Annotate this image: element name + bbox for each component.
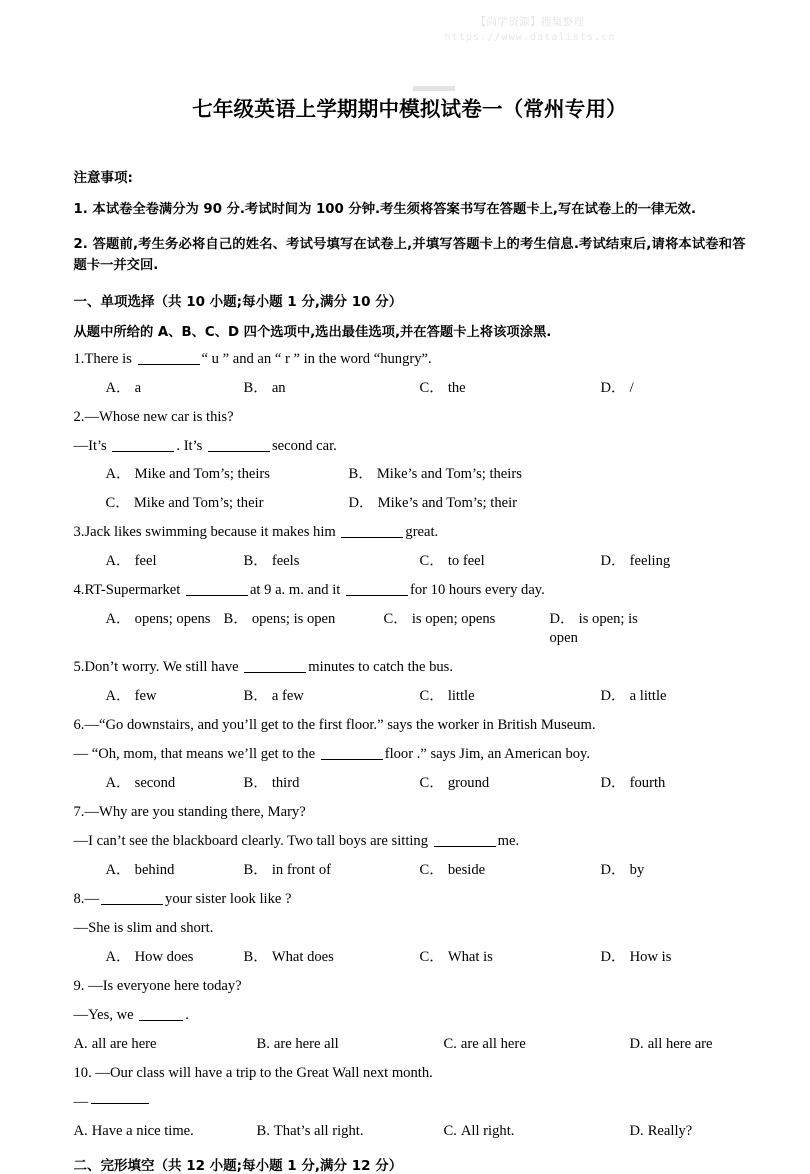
option-row (74, 465, 746, 484)
option-d[interactable]: D． How is (601, 948, 739, 967)
option-b[interactable]: B． an (244, 379, 420, 398)
option-row (74, 774, 746, 793)
option-a[interactable]: A． few (106, 687, 244, 706)
answer-blank[interactable] (346, 595, 408, 596)
question-stem-line-1: 8.— your sister look like ? (74, 890, 746, 909)
option-row (74, 687, 746, 706)
option-a[interactable]: A． opens; opens (106, 610, 224, 648)
option-b[interactable]: B． third (244, 774, 420, 793)
question-stem-line-1: 7.—Why are you standing there, Mary? (74, 803, 746, 822)
question-stem-line-2: —Yes, we . (74, 1006, 746, 1025)
option-d[interactable]: D. all here are (630, 1035, 810, 1054)
answer-blank[interactable] (112, 451, 174, 452)
option-a[interactable]: A． Mike and Tom’s; theirs (106, 465, 349, 484)
option-d[interactable]: D． is open; is open (550, 610, 668, 648)
option-b[interactable]: B． What does (244, 948, 420, 967)
answer-blank[interactable] (341, 537, 403, 538)
option-row (74, 379, 746, 398)
option-c[interactable]: C． ground (420, 774, 601, 793)
answer-blank[interactable] (434, 846, 496, 847)
stem-text-pre: 1.There is (74, 351, 136, 367)
watermark-source-label: 【尚学资源】搜集整理 (259, 14, 802, 30)
notice-heading: 注意事项: (74, 166, 746, 186)
option-a[interactable]: A． second (106, 774, 244, 793)
question-stem-line-2: —It’s . It’s second car. (74, 437, 746, 456)
question-stem-line-2: — “Oh, mom, that means we’ll get to the floor .” says Jim, an American boy. (74, 745, 746, 764)
question-6 (74, 716, 746, 793)
question-3 (74, 523, 746, 571)
option-c[interactable]: C． is open; opens (384, 610, 550, 648)
question-stem (74, 350, 746, 369)
answer-blank[interactable] (186, 595, 248, 596)
option-a[interactable]: A． a (106, 379, 244, 398)
page-title: 七年级英语上学期期中模拟试卷一（常州专用） (74, 0, 746, 122)
option-a[interactable]: A． How does (106, 948, 244, 967)
answer-blank[interactable] (138, 364, 200, 365)
question-4 (74, 581, 746, 648)
option-row (74, 861, 746, 880)
option-b[interactable]: B． a few (244, 687, 420, 706)
option-b[interactable]: B． feels (244, 552, 420, 571)
option-b[interactable]: B． in front of (244, 861, 420, 880)
option-c[interactable]: C． beside (420, 861, 601, 880)
notice-item-2: 2. 答题前,考生务必将自己的姓名、考试号填写在试卷上,并填写答题卡上的考生信息.考试结束后,请将本试卷和答题卡一并交回. (74, 234, 746, 277)
option-c[interactable]: C． little (420, 687, 601, 706)
question-1 (74, 350, 746, 398)
option-c[interactable]: C． What is (420, 948, 601, 967)
answer-blank[interactable] (91, 1103, 149, 1104)
option-d[interactable]: D． feeling (601, 552, 739, 571)
answer-blank[interactable] (321, 759, 383, 760)
option-b[interactable]: B. That’s all right. (257, 1122, 444, 1141)
option-row (74, 1122, 746, 1141)
option-row (74, 610, 746, 648)
option-d[interactable]: D． fourth (601, 774, 739, 793)
option-c[interactable]: C． the (420, 379, 601, 398)
question-stem-line-2: — (74, 1093, 746, 1112)
question-5 (74, 658, 746, 706)
answer-blank[interactable] (139, 1020, 183, 1021)
option-b[interactable]: B． opens; is open (224, 610, 384, 648)
section-heading-1: 一、单项选择（共 10 小题;每小题 1 分,满分 10 分） (74, 290, 746, 310)
question-stem-line-2: —I can’t see the blackboard clearly. Two tall boys are sitting me. (74, 832, 746, 851)
question-9 (74, 977, 746, 1054)
option-row (74, 1035, 746, 1054)
question-stem-line-1: 9. —Is everyone here today? (74, 977, 746, 996)
option-d[interactable]: D． a little (601, 687, 739, 706)
option-a[interactable]: A． feel (106, 552, 244, 571)
watermark-url: https://www.datalists.cn (259, 30, 802, 46)
answer-blank[interactable] (208, 451, 270, 452)
option-row (74, 552, 746, 571)
option-c[interactable]: C． to feel (420, 552, 601, 571)
option-d[interactable]: D. Really? (630, 1122, 810, 1141)
option-row (74, 494, 746, 513)
option-a[interactable]: A． behind (106, 861, 244, 880)
question-2 (74, 408, 746, 514)
section-heading-2: 二、完形填空（共 12 小题;每小题 1 分,满分 12 分） (74, 1154, 746, 1174)
section-instruction-1: 从题中所给的 A、B、C、D 四个选项中,选出最佳选项,并在答题卡上将该项涂黑. (74, 321, 746, 340)
answer-blank[interactable] (244, 672, 306, 673)
option-d[interactable]: D． / (601, 379, 739, 398)
question-stem-line-1: 6.—“Go downstairs, and you’ll get to the first floor.” says the worker in British Museum. (74, 716, 746, 735)
question-8 (74, 890, 746, 967)
option-c[interactable]: C. All right. (444, 1122, 630, 1141)
option-a[interactable]: A. Have a nice time. (74, 1122, 257, 1141)
question-stem: 4.RT-Supermarket at 9 a. m. and it for 10 hours every day. (74, 581, 746, 600)
option-b[interactable]: B． Mike’s and Tom’s; theirs (349, 465, 592, 484)
exam-page (9, 0, 802, 1122)
option-c[interactable]: C． Mike and Tom’s; their (106, 494, 349, 513)
question-stem-line-2: —She is slim and short. (74, 919, 746, 938)
option-row (74, 948, 746, 967)
document-content (74, 0, 746, 1174)
question-7 (74, 803, 746, 880)
answer-blank[interactable] (101, 904, 163, 905)
question-stem-line-1: 10. —Our class will have a trip to the Great Wall next month. (74, 1064, 746, 1083)
option-c[interactable]: C. are all here (444, 1035, 630, 1054)
question-stem: 3.Jack likes swimming because it makes him great. (74, 523, 746, 542)
option-d[interactable]: D． by (601, 861, 739, 880)
notice-item-1: 1. 本试卷全卷满分为 90 分.考试时间为 100 分钟.考生须将答案书写在答题卡上,写在试卷上的一律无效. (74, 199, 746, 221)
question-10 (74, 1064, 746, 1141)
option-d[interactable]: D． Mike’s and Tom’s; their (349, 494, 592, 513)
question-stem: 5.Don’t worry. We still have minutes to catch the bus. (74, 658, 746, 677)
option-b[interactable]: B. are here all (257, 1035, 444, 1054)
question-stem-line-1: 2.—Whose new car is this? (74, 408, 746, 427)
option-a[interactable]: A. all are here (74, 1035, 257, 1054)
stem-text-post: “ u ” and an “ r ” in the word “hungry”. (202, 351, 432, 367)
